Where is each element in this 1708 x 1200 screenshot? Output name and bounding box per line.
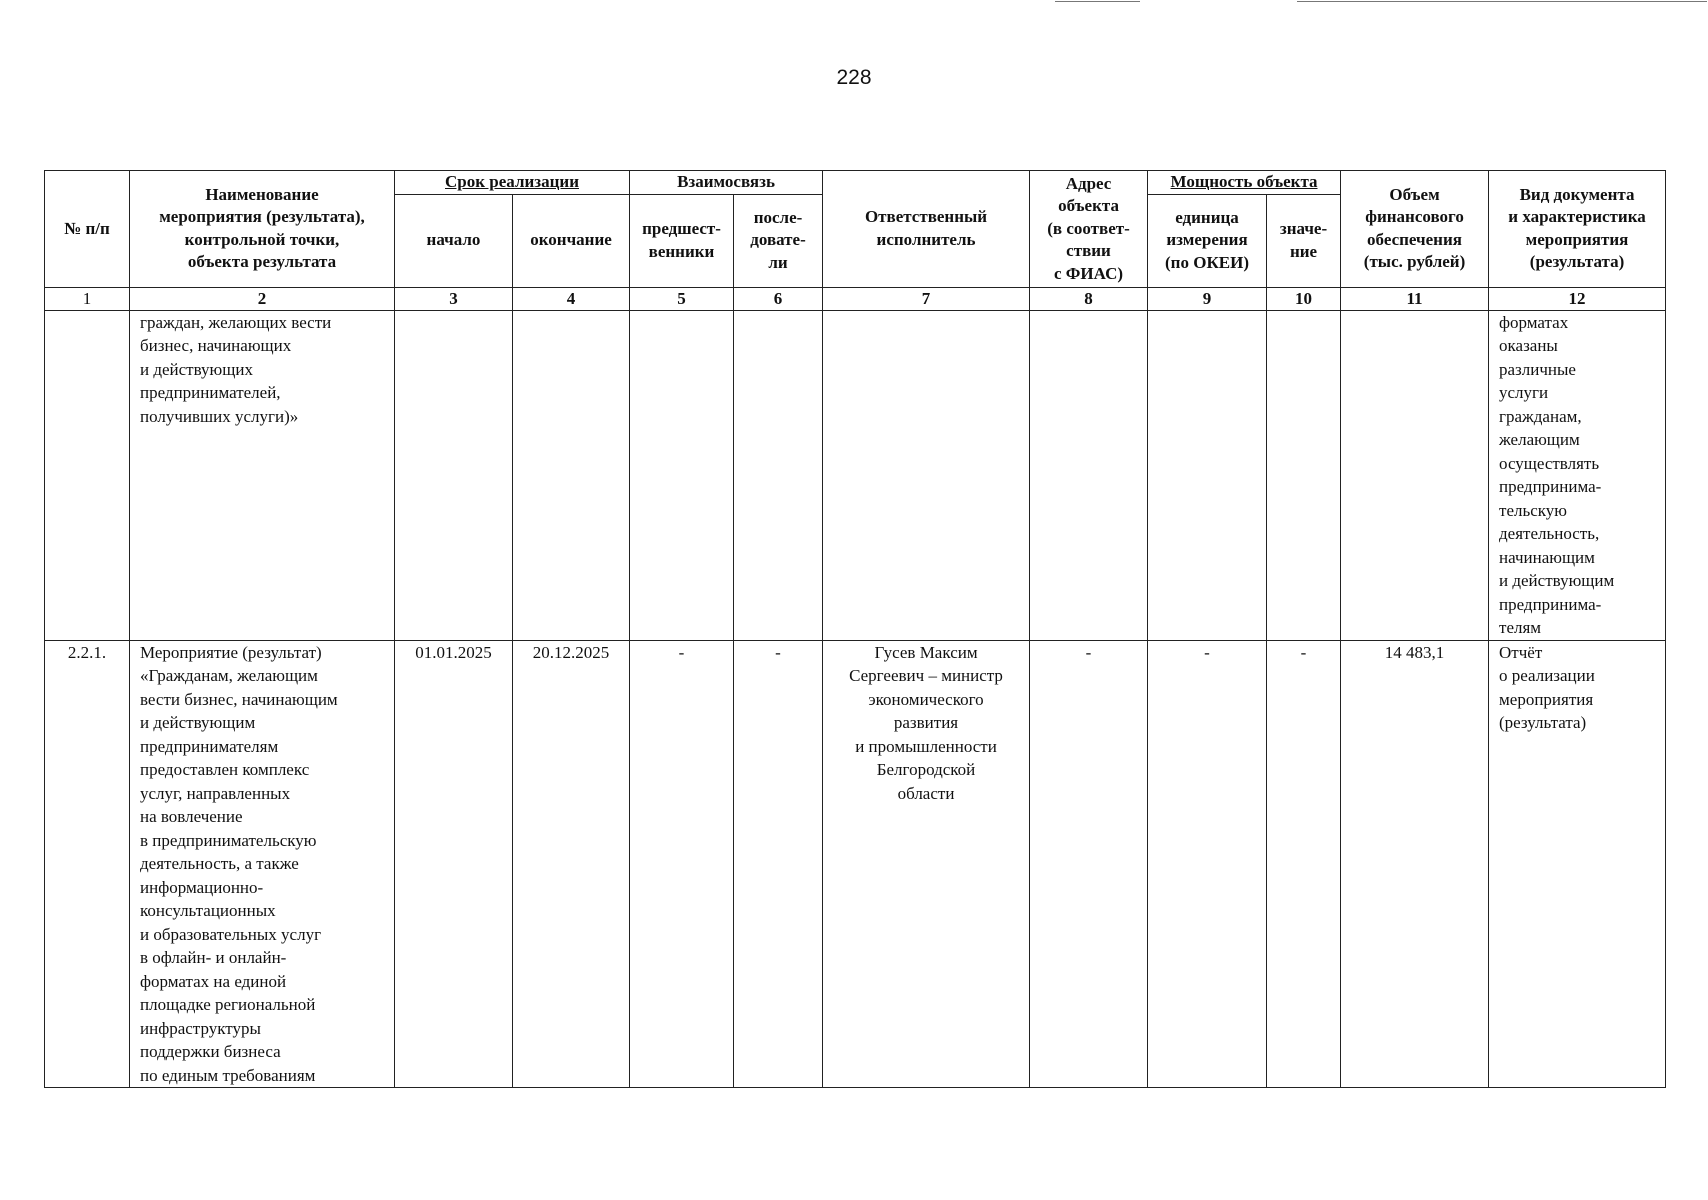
col-number-9: 9 [1148,287,1267,310]
header-link-group: Взаимосвязь [630,171,823,195]
activity-table [44,170,1666,1088]
header-name: Наименование мероприятия (результата), контрольной точки, объекта результата [130,171,395,288]
col-number-12: 12 [1489,287,1666,310]
row-end-cell: 20.12.2025 [513,640,630,1088]
column-number-row [45,287,1666,310]
cont-name-cell: граждан, желающих вести бизнес, начинающих и действующих предпринимателей, получивших услуги)» [130,310,395,640]
cont-end-cell [513,310,630,640]
header-term-end: окончание [513,194,630,287]
col-number-11: 11 [1341,287,1489,310]
row-unit-cell: - [1148,640,1267,1088]
row-doc-cell: Отчёт о реализации мероприятия (результата) [1489,640,1666,1088]
header-term-group: Срок реализации [395,171,630,195]
row-start-cell: 01.01.2025 [395,640,513,1088]
header-num: № п/п [45,171,130,288]
cont-prev-cell [630,310,734,640]
header-address: Адрес объекта (в соответ- ствии с ФИАС) [1030,171,1148,288]
col-number-6: 6 [734,287,823,310]
page-number: 228 [836,66,872,89]
cont-next-cell [734,310,823,640]
row-address-cell: - [1030,640,1148,1088]
header-finance: Объем финансового обеспечения (тыс. рублей) [1341,171,1489,288]
cont-address-cell [1030,310,1148,640]
row-finance-cell: 14 483,1 [1341,640,1489,1088]
cont-responsible-cell [823,310,1030,640]
top-rule-left [1055,1,1140,2]
row-next-cell: - [734,640,823,1088]
row-num-cell: 2.2.1. [45,640,130,1088]
header-link-prev: предшест- венники [630,194,734,287]
row-name-cell: Мероприятие (результат) «Гражданам, желающим вести бизнес, начинающим и действующим предпринимателям предоставлен комплекс услуг, направленных на вовлечение в предпринимательскую деятельность, а также информационно- консультационных и образовательных услуг в офлайн- и онлайн- форматах на единой площадке региональной инфраструктуры поддержки бизнеса по единым требованиям [130,640,395,1088]
col-number-4: 4 [513,287,630,310]
row-value-cell: - [1267,640,1341,1088]
continuation-row [45,310,1666,640]
cont-value-cell [1267,310,1341,640]
col-number-2: 2 [130,287,395,310]
header-row-1 [45,171,1666,195]
top-rule-right [1297,1,1707,2]
cont-finance-cell [1341,310,1489,640]
row-responsible-cell: Гусев Максим Сергеевич – министр экономического развития и промышленности Белгородской области [823,640,1030,1088]
header-capacity-unit: единица измерения (по ОКЕИ) [1148,194,1267,287]
header-responsible: Ответственный исполнитель [823,171,1030,288]
cont-num-cell [45,310,130,640]
col-number-5: 5 [630,287,734,310]
col-number-3: 3 [395,287,513,310]
header-capacity-value: значе- ние [1267,194,1341,287]
header-link-next: после- довате- ли [734,194,823,287]
col-number-1: 1 [45,287,130,310]
header-capacity-group: Мощность объекта [1148,171,1341,195]
cont-doc-cell: форматах оказаны различные услуги гражданам, желающим осуществлять предпринима- тельскую деятельность, начинающим и действующим предпринима- телям [1489,310,1666,640]
col-number-8: 8 [1030,287,1148,310]
col-number-10: 10 [1267,287,1341,310]
cont-unit-cell [1148,310,1267,640]
row-prev-cell: - [630,640,734,1088]
cont-start-cell [395,310,513,640]
header-term-start: начало [395,194,513,287]
table-row-2-2-1 [45,640,1666,1088]
col-number-7: 7 [823,287,1030,310]
header-doc: Вид документа и характеристика мероприятия (результата) [1489,171,1666,288]
